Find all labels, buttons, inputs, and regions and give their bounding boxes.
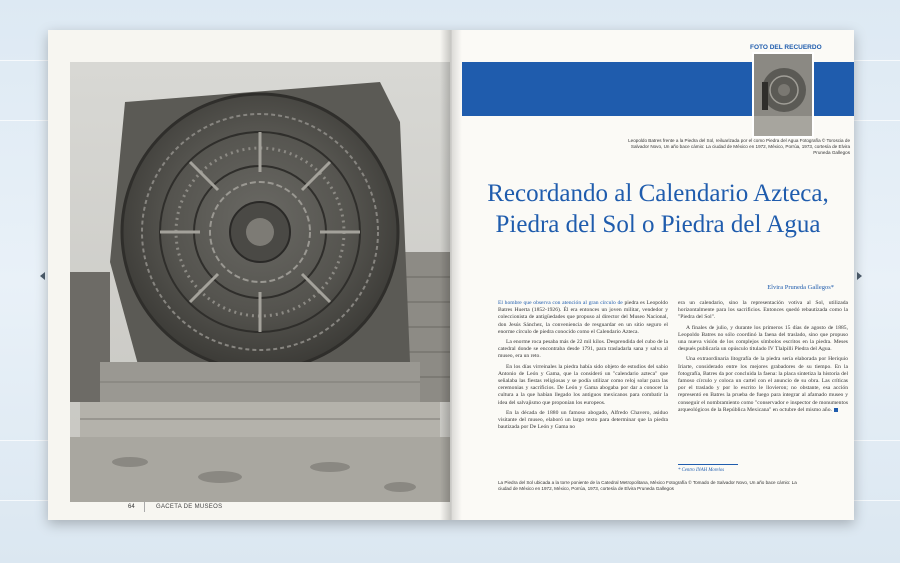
article-column-2: [678, 300, 848, 417]
author-footnote: * Centro INAH Morelos: [678, 468, 725, 473]
batres-thumbnail-photo: [752, 52, 814, 138]
paragraph: era un calendario, sino la representación votiva al Sol, utilizada horizontalmente para los sacrificios. Entonces quedó rebautizada como la "Piedra del Sol".: [678, 300, 848, 321]
paragraph: Una extraordinaria litografía de la piedra sería elaborada por Heriquio Iriarte, considerado entre los mejores grabadores de su tiempo. En la fotografía, Batres da por concluida la faena: la placa sintetiza la historia del famoso círculo y coloca un cartel con el anuncio de su obra. Las críticas por el traslado y por lo escrito le llovieron; no obstante, esa acción representó en Batres la prueba de fuego para integrar al afamado museo y conseguir el nombramiento como "conservador e inspector de monumentos arqueológicos de la República Mexicana" en octubre del mismo año.: [678, 356, 848, 413]
footer-divider: [144, 502, 145, 512]
batres-thumbnail-image: [754, 54, 812, 136]
sun-stone-illustration: [70, 62, 450, 502]
left-page: [48, 30, 450, 520]
photo-caption: La Piedra del Sol ubicada a la torre poniente de la Catedral Metropolitana, México Fotografía © Tomado de Salvador Novo, Un año bace cámio: La ciudad de México en 1972, México, Porrúa, 1973, cortesía de Elvira Pruneda Gallegos: [498, 480, 797, 491]
sun-stone-photograph: [70, 62, 450, 502]
article-byline: Elvira Pruneda Gallegos*: [767, 284, 834, 291]
page-number: 64: [128, 504, 135, 510]
article-column-1: [498, 300, 668, 434]
footnote-rule: [678, 464, 738, 465]
paragraph: En la década de 1880 un famoso abogado, Alfredo Chavero, asiduo visitante del museo, elaboró un largo texto para determinar que la piedra bautizada por De León y Gama no: [498, 409, 668, 431]
end-mark-icon: [834, 408, 838, 412]
next-page-arrow-icon[interactable]: [857, 272, 862, 280]
spine-gutter: [440, 30, 462, 520]
previous-page-arrow-icon[interactable]: [40, 272, 45, 280]
paragraph: La enorme roca pesaba más de 22 mil kilos. Desprendida del cubo de la catedral donde se encontraba desde 1791, para trasladarla sana y salva al museo, era un reto.: [498, 339, 668, 360]
section-label: FOTO DEL RECUERDO: [750, 44, 822, 51]
magazine-name: GACETA DE MUSEOS: [156, 504, 223, 510]
paragraph: A finales de julio, y durante los primeros 15 días de agosto de 1885, Leopoldo Batres no sólo coordinó la faena del traslado, sino que propuso una nueva visión de los complejos símbolos escritos en la piedra. Meses después publicaría un opúsculo titulado IV Tlalpilli Piedra del Agua.: [678, 324, 848, 353]
magazine-spread: [48, 30, 854, 520]
paragraph: En los días virreinales la piedra había sido objeto de estudios del sabio Antonio de León y Gama, que la consideró un "calendario azteca" que señalaba las fiestas religiosas y se podía utilizar como reloj solar para las ceremonias y sacrificios. De León y Gama abogaba por dar a conocer la cultura a la que habían llegado los antiguos mexicanos para combatir la idea del salvajismo que proponían los europeos.: [498, 363, 668, 406]
paragraph: piedra es Leopoldo Batres Huerta (1852-1926). Él era entonces un joven militar, vendedor y coleccionista de antigüedades que propuso al director del Museo Nacional, don Jesús Sánchez, la conveniencia de resguardar en un sitio seguro el enorme círculo de piedra conocido como el Calendario Azteca.: [498, 300, 668, 335]
thumbnail-caption: Leopoldo Batres frente a la Piedra del Sol, reiluarizada por el como Piedra del Agua Fotografía © Toroscia de Salvador Novo, Un año bace cámio: La ciudad de México en 1972, México, Porrúa, 1973, cortesía de Elvira Pruneda Gallegos: [628, 138, 850, 155]
article-title: Recordando al Calendario Azteca, Piedra del Sol o Piedra del Agua: [487, 180, 829, 238]
right-page: [450, 30, 854, 520]
lead-in-text: El hombre que observa con atención al gran círculo de: [498, 300, 623, 306]
